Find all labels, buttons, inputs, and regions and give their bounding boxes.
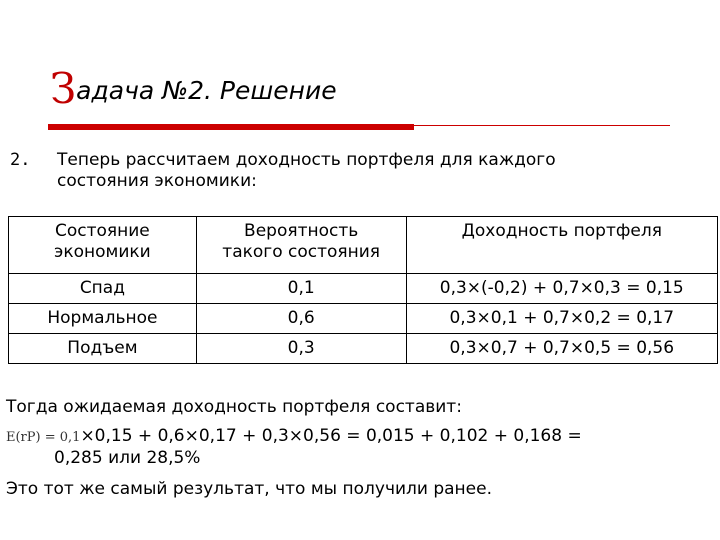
conclusion-intro: Тогда ожидаемая доходность портфеля составит: [6,397,462,417]
cell-state: Спад [9,274,197,304]
title-text: адача №2. Решение [76,76,337,105]
table-row [9,304,718,334]
cell-return: 0,3×(-0,2) + 0,7×0,3 = 0,15 [406,274,717,304]
list-item-text-line2: состояния экономики: [57,171,257,191]
header-probability: Вероятность такого состояния [196,217,406,274]
table-row [9,274,718,304]
list-item-number: 2. [10,150,31,170]
cell-probability: 0,1 [196,274,406,304]
table-row [9,334,718,364]
cell-return: 0,3×0,1 + 0,7×0,2 = 0,17 [406,304,717,334]
title-first-letter: З [50,64,77,113]
cell-return: 0,3×0,7 + 0,7×0,5 = 0,56 [406,334,717,364]
slide-title [50,64,337,113]
header-state: Состояние экономики [9,217,197,274]
cell-state: Подъем [9,334,197,364]
title-underline-thin [414,125,670,126]
cell-state: Нормальное [9,304,197,334]
formula-rest: ×0,15 + 0,6×0,17 + 0,3×0,56 = 0,015 + 0,102 + 0,168 = [80,426,582,446]
list-item-text [57,150,677,192]
header-return: Доходность портфеля [406,217,717,274]
formula-lead: E(rP) = 0,1 [6,430,81,445]
formula-result: 0,285 или 28,5% [54,448,201,468]
portfolio-return-table [8,216,718,364]
conclusion-summary: Это тот же самый результат, что мы получили ранее. [6,479,492,499]
title-underline-thick [48,124,414,130]
table-header-row [9,217,718,274]
cell-probability: 0,6 [196,304,406,334]
cell-probability: 0,3 [196,334,406,364]
list-item-text-line1: Теперь рассчитаем доходность портфеля для каждого [57,150,556,170]
expected-return-formula [6,426,716,469]
